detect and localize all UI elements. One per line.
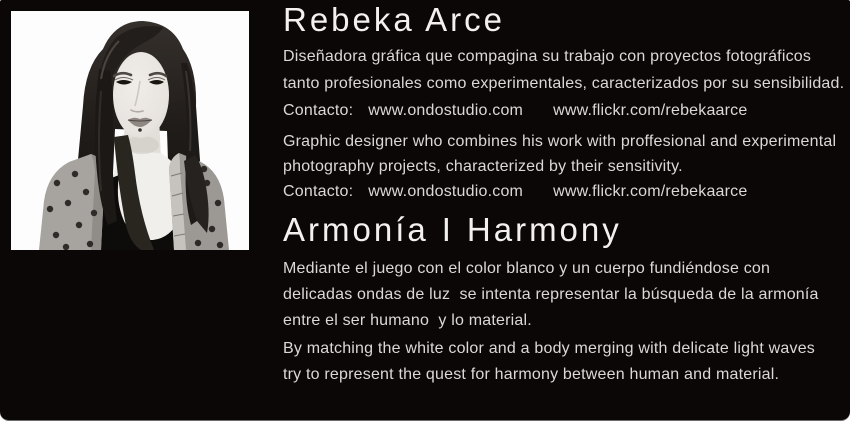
bio-en-line-2: photography projects, characterized by their sensitivity. — [283, 158, 683, 175]
flickr-url: www.flickr.com/rebekaarce — [553, 183, 748, 200]
flickr-url: www.flickr.com/rebekaarce — [553, 102, 748, 119]
project-description-english — [283, 336, 815, 388]
project-en-line-2: try to represent the quest for harmony between human and material. — [283, 366, 780, 383]
project-en-line-1: By matching the white color and a body merging with delicate light waves — [283, 340, 816, 357]
project-title-spanish: Armonía — [283, 211, 429, 248]
project-description-spanish — [283, 256, 819, 334]
bio-spanish — [283, 43, 844, 124]
project-title-heading — [283, 210, 622, 250]
portrait-photo — [11, 11, 249, 250]
bio-en-line-1: Graphic designer who combines his work with proffesional and experimental — [283, 133, 837, 150]
project-es-line-3: entre el ser humano y lo material. — [283, 312, 532, 329]
contact-label: Contacto: — [283, 102, 354, 119]
project-title-separator: I — [441, 211, 454, 248]
contact-label: Contacto: — [283, 183, 354, 200]
project-title-english: Harmony — [466, 211, 622, 248]
contact-row-es — [283, 97, 844, 124]
portrait-photo-illustration — [11, 11, 249, 250]
project-es-line-1: Mediante el juego con el color blanco y un cuerpo fundiéndose con — [283, 260, 771, 277]
website-url: www.ondostudio.com — [368, 183, 524, 200]
text-column — [283, 0, 845, 421]
website-url: www.ondostudio.com — [368, 102, 524, 119]
bio-es-line-2: tanto profesionales como experimentales, caracterizados por su sensibilidad. — [283, 75, 845, 92]
bio-english — [283, 129, 836, 204]
contact-row-en — [283, 179, 836, 204]
project-es-line-2: delicadas ondas de luz se intenta representar la búsqueda de la armonía — [283, 286, 819, 303]
profile-name-heading: Rebeka Arce — [283, 1, 505, 38]
bio-es-line-1: Diseñadora gráfica que compagina su trabajo con proyectos fotográficos — [283, 48, 812, 65]
